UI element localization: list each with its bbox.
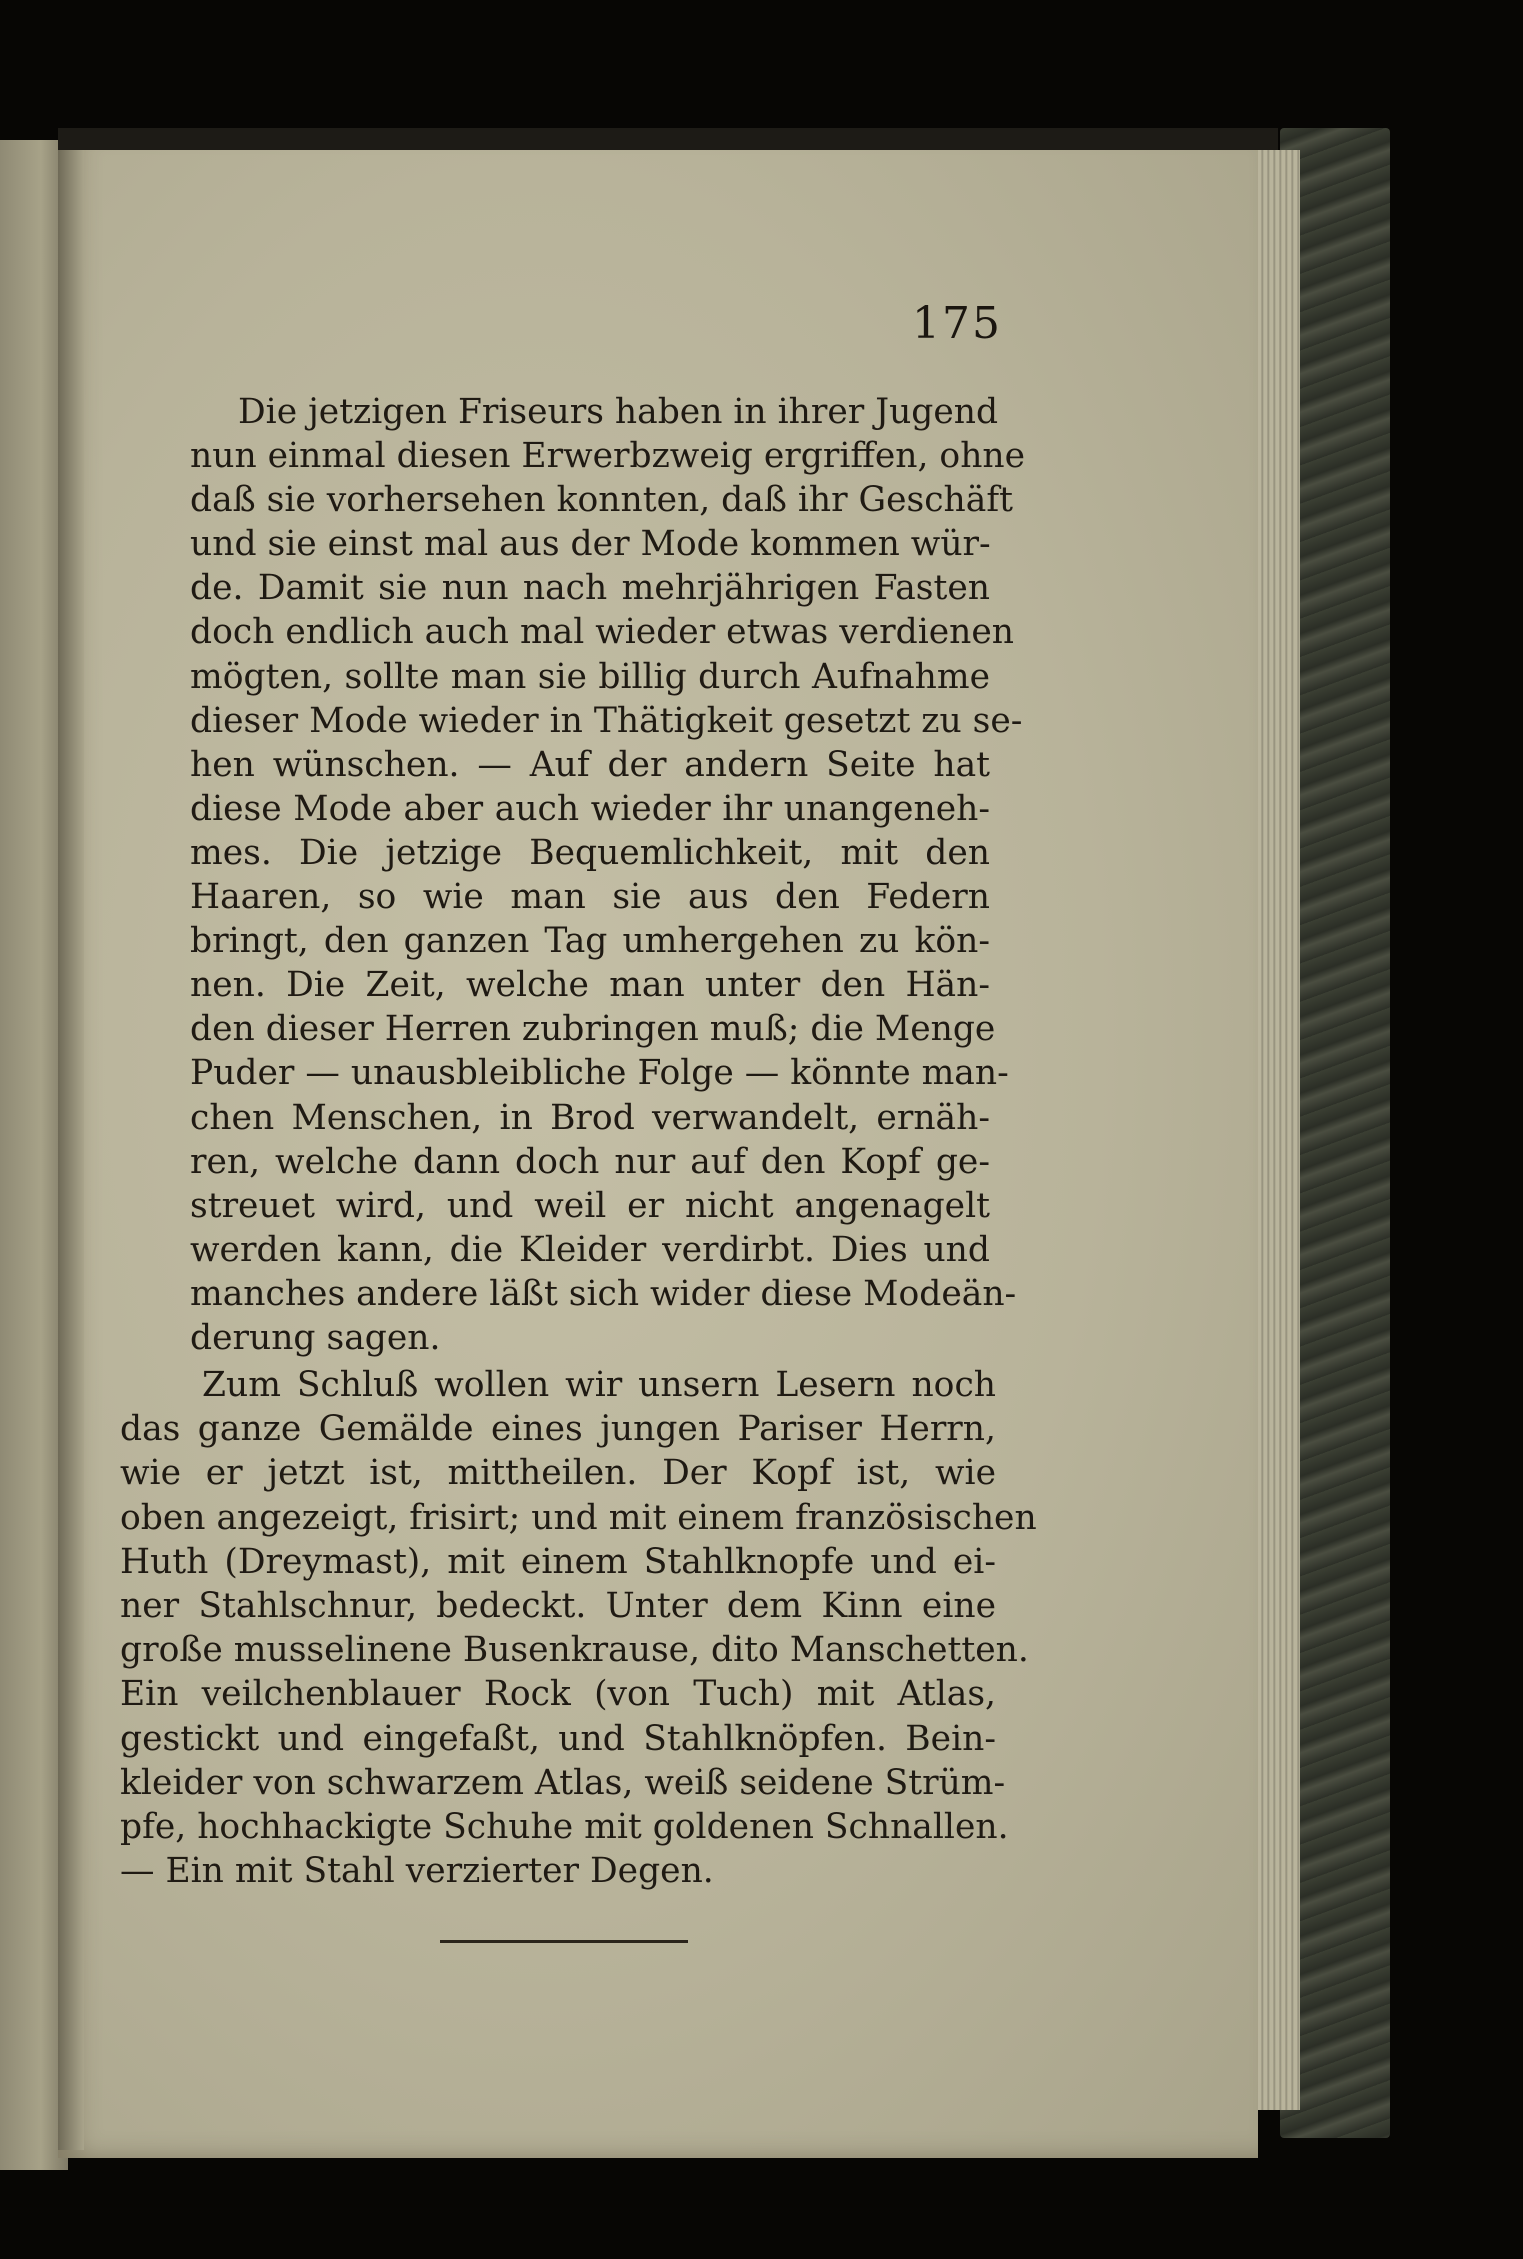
text-line: derung sagen. [190, 1317, 441, 1358]
closing-rule [440, 1940, 688, 1943]
text-line: den dieser Herren zubringen muß; die Menge [190, 1009, 996, 1050]
text-line: manches andere läßt sich wider diese Modeän- [190, 1273, 1017, 1314]
text-line: dieser Mode wieder in Thätigkeit gesetzt zu se- [190, 700, 1023, 741]
text-line: chen Menschen, in Brod verwandelt, ernäh- [190, 1097, 990, 1138]
text-line: Puder — unausbleibliche Folge — könnte man- [190, 1053, 1009, 1094]
text-line: streuet wird, und weil er nicht angenagelt [190, 1185, 990, 1226]
text-line: doch endlich auch mal wieder etwas verdienen [190, 612, 1015, 653]
text-line: und sie einst mal aus der Mode kommen wür- [190, 524, 991, 565]
paragraph-1 [190, 390, 1026, 1360]
text-line: wie er jetzt ist, mittheilen. Der Kopf ist, wie [120, 1453, 996, 1494]
text-line: Ein veilchenblauer Rock (von Tuch) mit Atlas, [120, 1674, 996, 1715]
text-line: hen wünschen. — Auf der andern Seite hat [190, 744, 990, 785]
text-line: Huth (Dreymast), mit einem Stahlknopfe und ei- [120, 1541, 996, 1582]
text-line: mes. Die jetzige Bequemlichkeit, mit den [190, 832, 990, 873]
text-line: pfe, hochhackigte Schuhe mit goldenen Schnallen. [120, 1807, 1009, 1848]
text-line: ren, welche dann doch nur auf den Kopf ge- [190, 1141, 990, 1182]
text-line: oben angezeigt, frisirt; und mit einem französischen [120, 1497, 1037, 1538]
page-gutter [58, 150, 84, 2150]
text-line: kleider von schwarzem Atlas, weiß seidene Strüm- [120, 1762, 1006, 1803]
text-line: mögten, sollte man sie billig durch Aufnahme [190, 656, 990, 697]
text-line: Die jetzigen Friseurs haben in ihrer Jugend [238, 392, 999, 432]
text-line: nen. Die Zeit, welche man unter den Hän- [190, 965, 990, 1006]
text-line: daß sie vorhersehen konnten, daß ihr Geschäft [190, 480, 1013, 521]
text-line: werden kann, die Kleider verdirbt. Dies und [190, 1229, 990, 1270]
text-line: nun einmal diesen Erwerbzweig ergriffen, ohne [190, 436, 1026, 477]
page-top-shadow [58, 128, 1278, 150]
text-line: gestickt und eingefaßt, und Stahlknöpfen. Bein- [120, 1718, 996, 1759]
paragraph-2 [120, 1363, 1037, 1893]
text-line: — Ein mit Stahl verzierter Degen. [120, 1851, 714, 1892]
page-number: 175 [912, 298, 1002, 349]
text-line: bringt, den ganzen Tag umhergehen zu kön- [190, 921, 990, 962]
text-line: de. Damit sie nun nach mehrjährigen Fasten [190, 568, 990, 609]
text-line: Zum Schluß wollen wir unsern Lesern noch [202, 1365, 996, 1405]
text-line: große musselinene Busenkrause, dito Manschetten. [120, 1630, 1029, 1671]
text-line: das ganze Gemälde eines jungen Pariser Herrn, [120, 1409, 996, 1450]
text-line: Haaren, so wie man sie aus den Federn [190, 877, 990, 918]
text-line: ner Stahlschnur, bedeckt. Unter dem Kinn eine [120, 1586, 996, 1627]
text-line: diese Mode aber auch wieder ihr unangeneh- [190, 788, 990, 829]
